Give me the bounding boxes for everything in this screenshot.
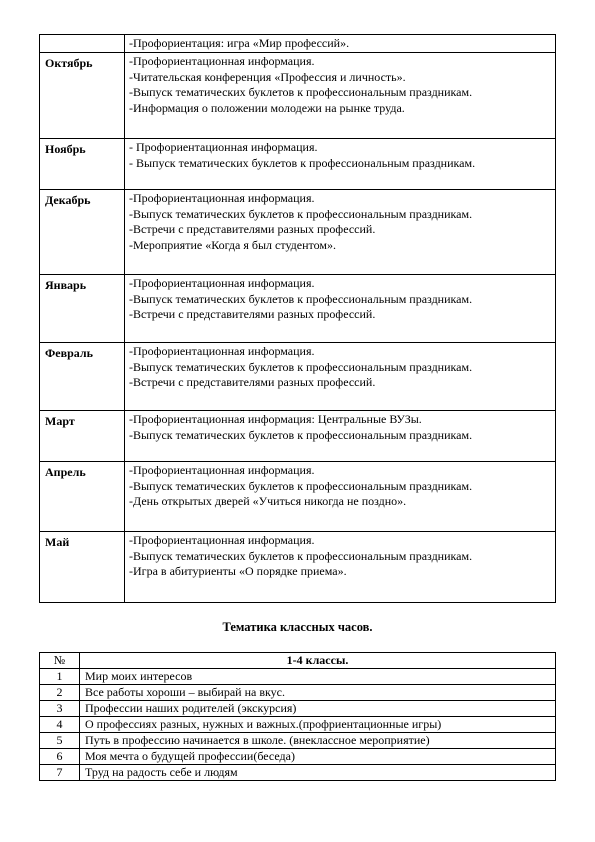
row-number: 6 <box>40 749 80 765</box>
plan-row <box>40 35 556 53</box>
activities-cell <box>125 275 556 343</box>
activities-cell <box>125 35 556 53</box>
row-topic: Моя мечта о будущей профессии(беседа) <box>80 749 556 765</box>
activity-item: -Профориентационная информация: Центральные ВУЗы. <box>129 412 422 426</box>
row-number: 2 <box>40 685 80 701</box>
activity-item: - Профориентационная информация. <box>129 140 318 154</box>
plan-row <box>40 343 556 411</box>
activity-item: -Профориентационная информация. <box>129 276 315 290</box>
table-row <box>40 765 556 781</box>
row-number: 7 <box>40 765 80 781</box>
month-cell <box>40 35 125 53</box>
activity-item: -Игра в абитуриенты «О порядке приема». <box>129 564 347 579</box>
activity-item: -Выпуск тематических буклетов к профессиональным праздникам. <box>129 206 473 221</box>
activities-cell <box>125 411 556 462</box>
row-topic: Профессии наших родителей (экскурсия) <box>80 701 556 717</box>
activity-item: - Выпуск тематических буклетов к профессиональным праздникам. <box>129 155 476 170</box>
activities-cell <box>125 343 556 411</box>
activities-cell <box>125 462 556 532</box>
table-row <box>40 701 556 717</box>
table-row <box>40 749 556 765</box>
month-cell: Февраль <box>40 343 125 411</box>
activity-item: -Мероприятие «Когда я был студентом». <box>129 237 336 252</box>
activity-item: -Профориентационная информация. <box>129 533 315 547</box>
row-number: 1 <box>40 669 80 685</box>
month-cell: Ноябрь <box>40 139 125 190</box>
activity-item: -Профориентация: игра «Мир профессий». <box>129 36 350 50</box>
activity-item: -Выпуск тематических буклетов к профессиональным праздникам. <box>129 478 473 493</box>
activity-item: -Профориентационная информация. <box>129 54 315 68</box>
section-title: Тематика классных часов. <box>222 620 373 634</box>
row-topic: Путь в профессию начинается в школе. (внеклассное мероприятие) <box>80 733 556 749</box>
activity-item: -Выпуск тематических буклетов к профессиональным праздникам. <box>129 85 473 100</box>
activity-item: -Выпуск тематических буклетов к профессиональным праздникам. <box>129 291 473 306</box>
month-cell: Май <box>40 532 125 603</box>
plan-row <box>40 462 556 532</box>
table-row <box>40 733 556 749</box>
row-number: 5 <box>40 733 80 749</box>
activity-item: -Выпуск тематических буклетов к профессиональным праздникам. <box>129 548 473 563</box>
activities-cell <box>125 190 556 275</box>
class-hours-table <box>39 652 556 781</box>
plan-row <box>40 139 556 190</box>
grade-header: 1-4 классы. <box>80 653 556 669</box>
number-header: № <box>40 653 80 669</box>
plan-row <box>40 532 556 603</box>
row-topic: О профессиях разных, нужных и важных.(профриентационные игры) <box>80 717 556 733</box>
row-topic: Все работы хороши – выбирай на вкус. <box>80 685 556 701</box>
activity-item: -Профориентационная информация. <box>129 191 315 205</box>
activity-item: -Встречи с представителями разных профессий. <box>129 222 376 237</box>
activity-item: -Профориентационная информация. <box>129 463 315 477</box>
month-cell: Октябрь <box>40 53 125 139</box>
row-number: 3 <box>40 701 80 717</box>
plan-row <box>40 275 556 343</box>
activity-item: -День открытых дверей «Учиться никогда не поздно». <box>129 494 407 509</box>
plan-row <box>40 190 556 275</box>
table-header-row <box>40 653 556 669</box>
table-row <box>40 717 556 733</box>
plan-row <box>40 53 556 139</box>
activities-cell <box>125 53 556 139</box>
activities-cell <box>125 139 556 190</box>
activity-item: -Выпуск тематических буклетов к профессиональным праздникам. <box>129 359 473 374</box>
table-row <box>40 685 556 701</box>
plan-row <box>40 411 556 462</box>
row-topic: Труд на радость себе и людям <box>80 765 556 781</box>
activity-item: -Встречи с представителями разных профессий. <box>129 375 376 390</box>
month-cell: Декабрь <box>40 190 125 275</box>
activity-item: -Читательская конференция «Профессия и личность». <box>129 69 406 84</box>
activity-item: -Профориентационная информация. <box>129 344 315 358</box>
month-cell: Апрель <box>40 462 125 532</box>
row-topic: Мир моих интересов <box>80 669 556 685</box>
activity-item: -Информация о положении молодежи на рынке труда. <box>129 100 405 115</box>
month-cell: Январь <box>40 275 125 343</box>
activity-item: -Выпуск тематических буклетов к профессиональным праздникам. <box>129 427 473 442</box>
activity-plan-table <box>39 34 556 603</box>
month-cell: Март <box>40 411 125 462</box>
activities-cell <box>125 532 556 603</box>
activity-item: -Встречи с представителями разных профессий. <box>129 307 376 322</box>
row-number: 4 <box>40 717 80 733</box>
table-row <box>40 669 556 685</box>
